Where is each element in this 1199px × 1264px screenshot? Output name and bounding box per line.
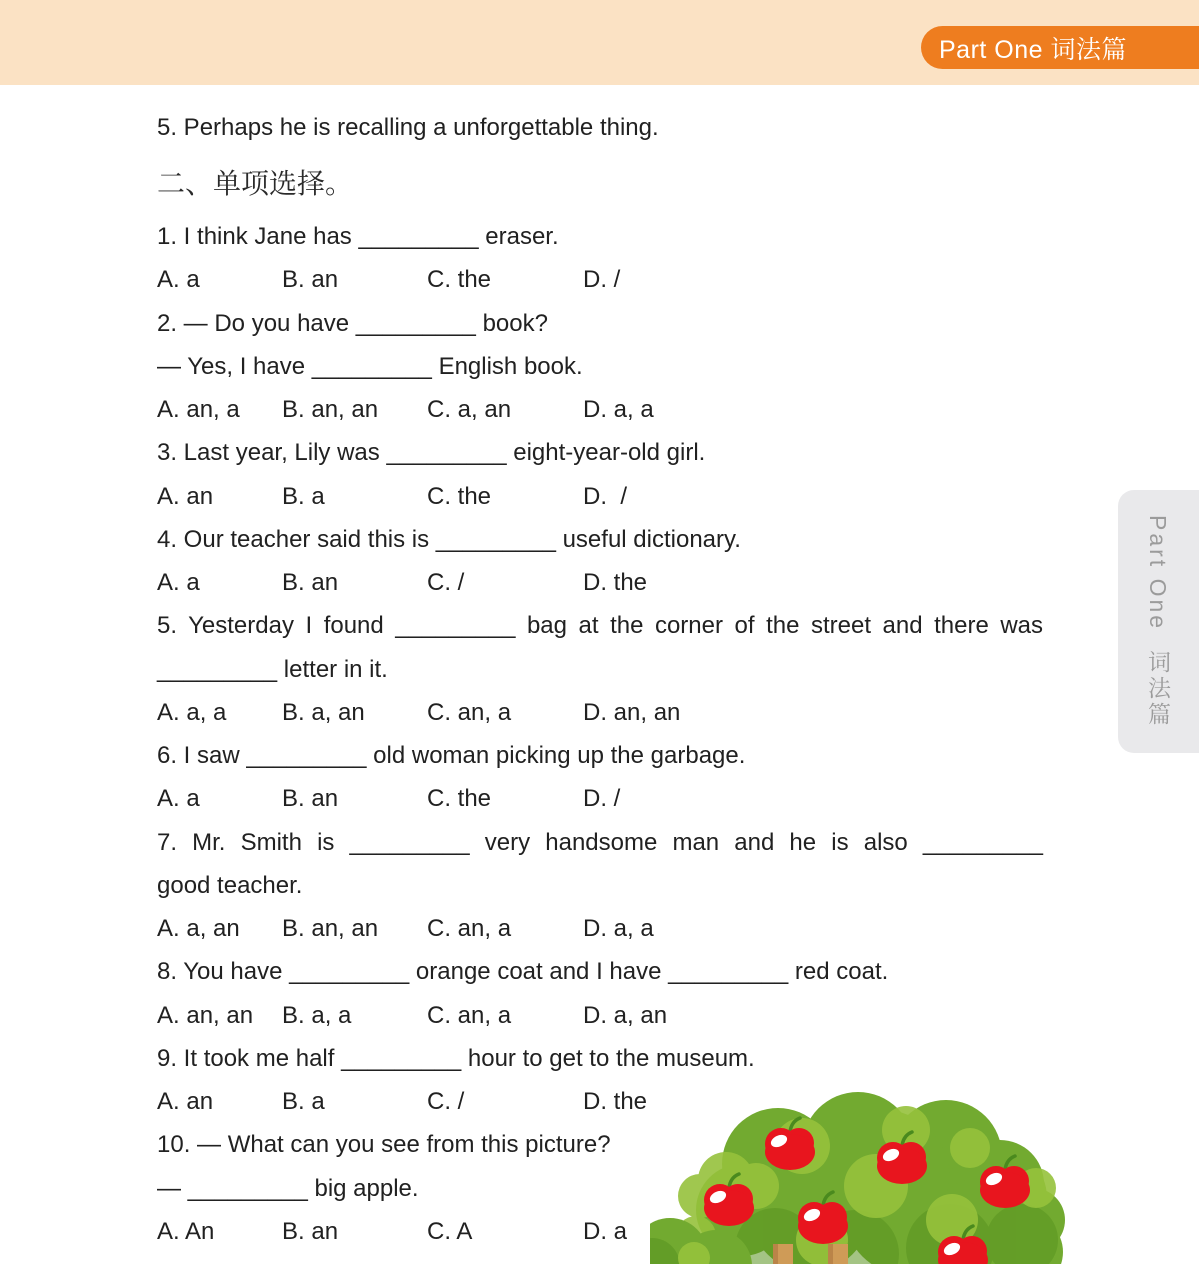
question-1-option-c: C. the: [427, 266, 492, 294]
question-9-option-b: B. a: [282, 1088, 325, 1115]
question-2-option-d: D. a, a: [583, 396, 654, 423]
question-10-option-a: A. An: [157, 1217, 215, 1245]
question-5-line-2: _________ letter in it.: [157, 655, 388, 683]
question-5-option-c: C. an, a: [427, 698, 512, 726]
question-5-line-1: 5. Yesterday I found _________ bag at the corner of the street and there was: [157, 612, 1043, 640]
question-7-option-b: B. an, an: [282, 915, 379, 942]
question-5-option-a: A. a, a: [157, 698, 227, 726]
question-3-option-d: D. /: [583, 482, 628, 510]
question-8-line-1: 8. You have _________ orange coat and I have _________ red coat.: [157, 958, 889, 986]
question-8-option-a: A. an, an: [157, 1001, 254, 1029]
question-9-option-c: C. /: [427, 1088, 465, 1115]
question-1-option-a: A. a: [157, 266, 200, 294]
question-3-options: [157, 475, 1043, 518]
question-1-options: [157, 258, 1043, 301]
question-4-option-d: D. the: [583, 569, 648, 596]
question-7-option-c: C. an, a: [427, 915, 512, 942]
intro-line: 5. Perhaps he is recalling a unforgettable thing.: [157, 114, 659, 141]
question-3-line-1: 3. Last year, Lily was _________ eight-year-old girl.: [157, 439, 706, 467]
question-8-option-b: B. a, a: [282, 1001, 352, 1029]
question-1-option-d: D. /: [583, 266, 621, 294]
question-2-option-c: C. a, an: [427, 396, 512, 423]
chapter-side-tab: [1118, 490, 1199, 753]
question-2-option-b: B. an, an: [282, 396, 379, 423]
question-10-line-2: — _________ big apple.: [157, 1174, 419, 1202]
question-5-options: [157, 691, 1043, 734]
question-8-options: [157, 994, 1043, 1037]
question-10-option-b: B. an: [282, 1217, 339, 1245]
question-4-options: [157, 561, 1043, 604]
part-one-badge: [921, 26, 1199, 69]
question-2-options: [157, 388, 1043, 431]
question-10-option-c: C. A: [427, 1217, 473, 1245]
question-4-option-a: A. a: [157, 569, 200, 596]
question-6-options: [157, 777, 1043, 820]
question-6-option-b: B. an: [282, 785, 339, 813]
question-7-line-1: 7. Mr. Smith is _________ very handsome man and he is also _________: [157, 828, 1043, 856]
question-4-option-b: B. an: [282, 569, 339, 596]
question-10-line-1: 10. — What can you see from this picture?: [157, 1131, 611, 1159]
section-heading: 二、单项选择。: [157, 169, 354, 200]
question-2-line-1: 2. — Do you have _________ book?: [157, 309, 548, 337]
question-4-option-c: C. /: [427, 569, 465, 596]
part-one-badge-label: Part One 词法篇: [939, 35, 1127, 64]
chapter-side-tab-label: Part One 词法篇: [1145, 515, 1171, 728]
question-4-line-1: 4. Our teacher said this is _________ useful dictionary.: [157, 525, 741, 553]
question-6-option-a: A. a: [157, 785, 200, 813]
question-3-option-c: C. the: [427, 482, 492, 510]
question-8-option-c: C. an, a: [427, 1001, 512, 1029]
question-8-option-d: D. a, an: [583, 1001, 668, 1029]
apple-tree-illustration: [650, 1084, 1199, 1264]
question-7-options: [157, 907, 1043, 950]
header-band: [0, 0, 1199, 85]
question-9-option-d: D. the: [583, 1088, 648, 1115]
question-2-option-a: A. an, a: [157, 396, 240, 423]
question-9-option-a: A. an: [157, 1088, 214, 1115]
question-9-line-1: 9. It took me half _________ hour to get to the museum.: [157, 1044, 755, 1072]
question-10-option-d: D. a: [583, 1217, 628, 1245]
question-1-option-b: B. an: [282, 266, 339, 294]
question-7-line-2: good teacher.: [157, 871, 303, 899]
question-6-line-1: 6. I saw _________ old woman picking up the garbage.: [157, 742, 746, 769]
question-2-line-2: — Yes, I have _________ English book.: [157, 352, 583, 380]
question-1-line-1: 1. I think Jane has _________ eraser.: [157, 223, 559, 250]
question-7-option-a: A. a, an: [157, 915, 240, 942]
question-6-option-c: C. the: [427, 785, 492, 813]
question-3-option-a: A. an: [157, 482, 214, 510]
question-5-option-d: D. an, an: [583, 698, 681, 726]
question-7-option-d: D. a, a: [583, 915, 654, 942]
question-5-option-b: B. a, an: [282, 698, 365, 726]
question-6-option-d: D. /: [583, 785, 621, 813]
question-3-option-b: B. a: [282, 482, 325, 510]
